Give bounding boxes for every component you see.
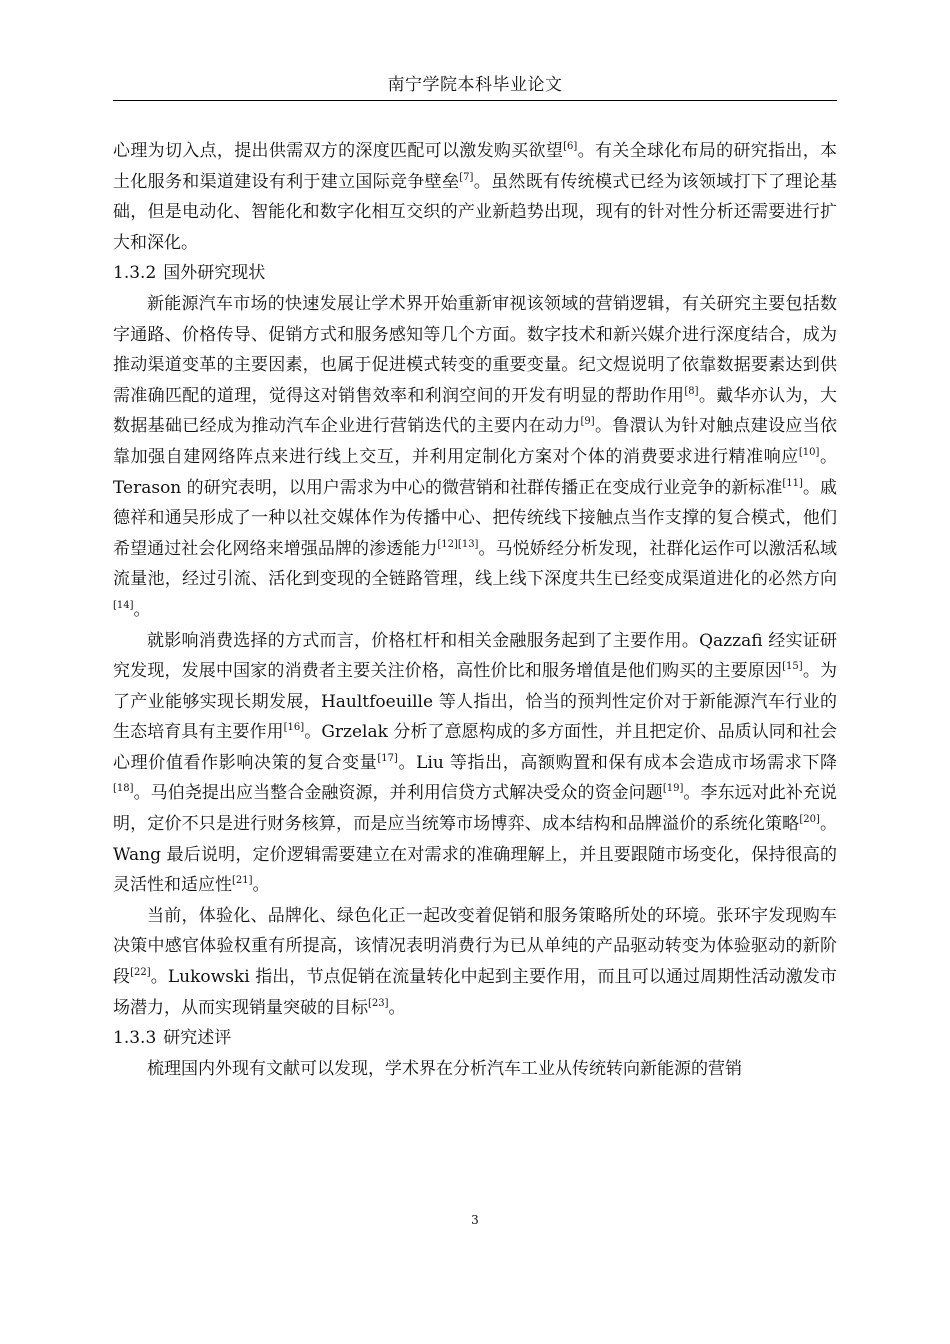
body-paragraph	[113, 1054, 837, 1085]
citation-ref: [16]	[283, 722, 305, 734]
paragraph-text: 。戚德祥和通吴形成了一种以社交媒体作为传播中心、把传统线下接触点当作支撑的复合模式，他们希望通过社会化网络来增强品牌的渗透能力	[113, 477, 837, 559]
body-paragraph	[113, 626, 837, 901]
citation-ref: [19]	[662, 783, 684, 795]
header-divider	[113, 100, 837, 101]
paragraph-text: 。Grzelak 分析了意愿构成的多方面性，并且把定价、品质认同和社会心理价值看作影响决策的复合变量	[113, 722, 838, 773]
citation-ref: [14]	[113, 599, 134, 611]
citation-ref: [6]	[563, 141, 578, 152]
citation-ref: [9]	[580, 416, 595, 428]
paragraph-text: 。Liu 等指出，高额购置和保有成本会造成市场需求下降	[397, 752, 838, 773]
paragraph-text: 。鲁澴认为针对触点建设应当依靠加强自建网络阵点来进行线上交互，并利用定制化方案对个体的消费要求进行精准响应	[113, 416, 838, 467]
paragraph-text: 。虽然既有传统模式已经为该领域打下了理论基础，但是电动化、智能化和数字化相互交织的产业新趋势出现，现有的针对性分析还需要进行扩大和深化。	[113, 171, 838, 253]
section-number: 1.3.3	[113, 1028, 157, 1049]
paragraph-text: 。	[388, 997, 406, 1018]
citation-ref: [15]	[782, 661, 803, 673]
paragraph-text: 心理为切入点，提出供需双方的深度匹配可以激发购买欲望	[113, 141, 564, 161]
paragraph-text: 。马悦娇经分析发现，社群化运作可以激活私域流量池，经过引流、活化到变现的全链路管理，线上线下深度共生已经变成渠道进化的必然方向	[113, 538, 838, 590]
paragraph-text: 。	[252, 875, 270, 896]
paragraph-text: 梳理国内外现有文献可以发现，学术界在分析汽车工业从传统转向新能源的营销	[147, 1058, 742, 1079]
paragraph-text: 。马伯尧提出应当整合金融资源，并利用信贷方式解决受众的资金问题	[133, 783, 663, 804]
citation-ref: [10]	[798, 446, 820, 458]
citation-ref: [18]	[113, 783, 134, 795]
citation-ref: [8]	[684, 385, 699, 397]
section-title: 研究述评	[163, 1028, 232, 1049]
body-paragraph	[113, 289, 837, 626]
section-heading	[113, 1023, 837, 1054]
running-header: 南宁学院本科毕业论文	[387, 75, 563, 95]
paragraph-text: 。	[133, 599, 151, 620]
paragraph-text: 当前，体验化、品牌化、绿色化正一起改变着促销和服务策略所处的环境。张环宇发现购车决策中感官体验权重有所提高，该情况表明消费行为已从单纯的产品驱动转变为体验驱动的新阶段	[113, 905, 837, 988]
paragraph-text: 。Wang 最后说明，定价逻辑需要建立在对需求的准确理解上，并且要跟随市场变化，保持很高的灵活性和适应性	[113, 814, 838, 896]
citation-ref: [11]	[782, 477, 803, 489]
citation-ref: [17]	[377, 752, 398, 764]
body-paragraph	[113, 901, 837, 1023]
citation-ref: [7]	[459, 171, 474, 183]
paragraph-text: 。为了产业能够实现长期发展，Haultfoeuille 等人指出，恰当的预判性定价对于新能源汽车行业的生态培育具有主要作用	[113, 661, 838, 743]
paragraph-text: 新能源汽车市场的快速发展让学术界开始重新审视该领域的营销逻辑，有关研究主要包括数字通路、价格传导、促销方式和服务感知等几个方面。数字技术和新兴媒介进行深度结合，成为推动渠道变革的主要因素，也属于促进模式转变的重要变量。纪文煜说明了依靠数据要素达到供需准确匹配的道理，觉得这对销售效率和利润空间的开发有明显的帮助作用	[113, 293, 837, 406]
paragraph-text: 。有关全球化布局的研究指出，本土化服务和渠道建设有利于建立国际竞争壁垒	[113, 141, 838, 192]
paragraph-text: 。戴华亦认为，大数据基础已经成为推动汽车企业进行营销迭代的主要内在动力	[113, 385, 838, 437]
body-paragraph	[113, 136, 837, 258]
citation-ref: [12][13]	[437, 538, 479, 550]
paragraph-text: 。Lukowski 指出，节点促销在流量转化中起到主要作用，而且可以通过周期性活动激发市场潜力，从而实现销量突破的目标	[113, 967, 837, 1018]
citation-ref: [21]	[232, 875, 253, 887]
paragraph-text: 就影响消费选择的方式而言，价格杠杆和相关金融服务起到了主要作用。Qazzafi 经实证研究发现，发展中国家的消费者主要关注价格，高性价比和服务增值是他们购买的主要原因	[113, 630, 837, 682]
citation-ref: [20]	[799, 814, 820, 826]
section-number: 1.3.2	[113, 263, 157, 284]
paragraph-text: 。Terason 的研究表明，以用户需求为中心的微营销和社群传播正在变成行业竞争的新标准	[113, 446, 838, 498]
section-title: 国外研究现状	[163, 263, 266, 284]
paragraph-text: 。李东远对此补充说明，定价不只是进行财务核算，而是应当统筹市场博弈、成本结构和品牌溢价的系统化策略	[113, 783, 838, 835]
citation-ref: [23]	[368, 997, 389, 1009]
section-heading	[113, 258, 837, 289]
body-text	[113, 136, 837, 1084]
page-number: 3	[471, 1213, 479, 1227]
citation-ref: [22]	[130, 967, 151, 979]
